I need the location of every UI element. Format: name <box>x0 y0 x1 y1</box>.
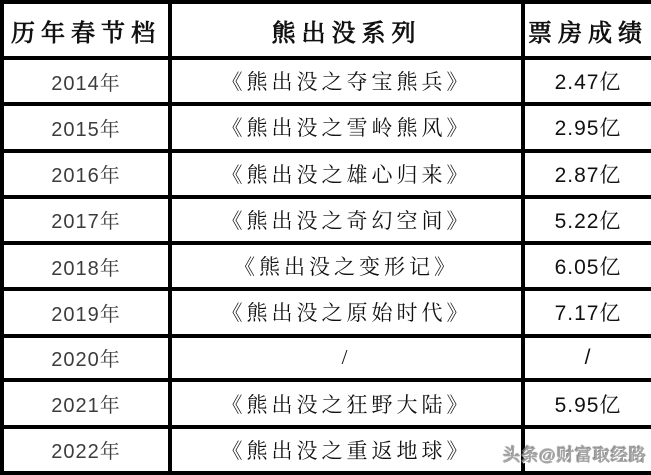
year-cell: 2020年 <box>2 336 170 381</box>
watermark: 头条@财富取经路 <box>503 446 647 465</box>
box-office-cell: 2.47亿 <box>523 58 651 104</box>
box-office-cell: 5.95亿 <box>523 380 651 426</box>
table-row <box>2 197 651 243</box>
movie-title-cell: 《熊出没之夺宝熊兵》 <box>170 58 523 104</box>
table-row <box>2 104 651 150</box>
table-row <box>2 151 651 197</box>
box-office-cell: 2.87亿 <box>523 151 651 197</box>
col-header-year: 历年春节档 <box>2 2 170 58</box>
box-office-cell: 7.17亿 <box>523 289 651 335</box>
box-office-cell: 6.05亿 <box>523 243 651 289</box>
header-row <box>2 2 651 58</box>
box-office-cell: 2.95亿 <box>523 104 651 150</box>
year-cell: 2022年 <box>2 427 170 473</box>
movie-title-cell: 《熊出没之重返地球》 <box>170 427 523 473</box>
box-office-cell: 5.22亿 <box>523 197 651 243</box>
table-row <box>2 243 651 289</box>
movie-title-cell: / <box>170 336 523 381</box>
movie-title-cell: 《熊出没之雄心归来》 <box>170 151 523 197</box>
box-office-cell: / <box>523 336 651 381</box>
col-header-boxoffice: 票房成绩 <box>523 2 651 58</box>
col-header-series: 熊出没系列 <box>170 2 523 58</box>
movie-title-cell: 《熊出没之奇幻空间》 <box>170 197 523 243</box>
year-cell: 2015年 <box>2 104 170 150</box>
year-cell: 2017年 <box>2 197 170 243</box>
table-row <box>2 289 651 335</box>
movie-title-cell: 《熊出没之变形记》 <box>170 243 523 289</box>
year-cell: 2019年 <box>2 289 170 335</box>
table-row <box>2 336 651 381</box>
year-cell: 2018年 <box>2 243 170 289</box>
box-office-cell <box>523 427 651 473</box>
year-cell: 2016年 <box>2 151 170 197</box>
movie-title-cell: 《熊出没之雪岭熊风》 <box>170 104 523 150</box>
movie-title-cell: 《熊出没之原始时代》 <box>170 289 523 335</box>
table-row <box>2 58 651 104</box>
year-cell: 2021年 <box>2 380 170 426</box>
table-row <box>2 380 651 426</box>
movie-title-cell: 《熊出没之狂野大陆》 <box>170 380 523 426</box>
year-cell: 2014年 <box>2 58 170 104</box>
table-row <box>2 427 651 473</box>
